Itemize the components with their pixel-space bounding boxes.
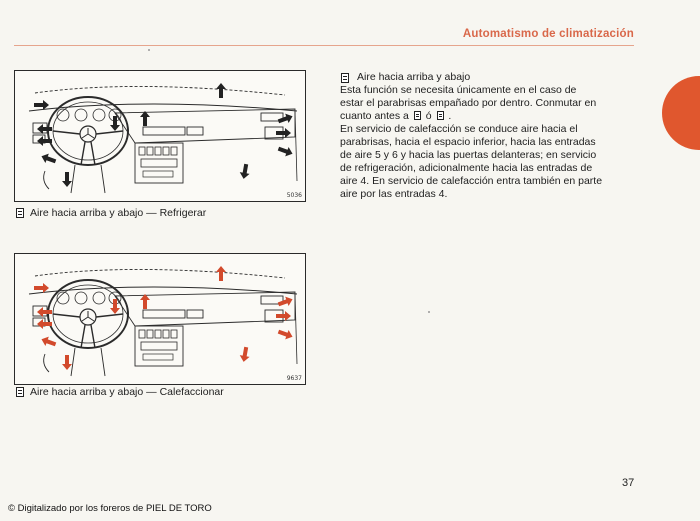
climate-button xyxy=(171,330,177,338)
key-outline xyxy=(44,354,49,372)
airflow-arrow-icon xyxy=(37,307,52,317)
dashboard-panel xyxy=(115,292,295,326)
steering-column xyxy=(71,348,105,376)
heading-text: Aire hacia arriba y abajo xyxy=(357,71,471,83)
description-heading xyxy=(340,71,630,84)
detail-line: En servicio de calefacción se conduce aire hacia el xyxy=(340,123,578,135)
center-vent-bar xyxy=(143,310,185,318)
airflow-arrow-icon xyxy=(37,124,52,134)
climate-button xyxy=(147,147,153,155)
detail-line: parabrisas, hacia el espacio inferior, hacia las entradas xyxy=(340,136,596,148)
detail-line: de refrigeración, adicionalmente hacia las entradas de xyxy=(340,162,593,174)
dashboard-panel xyxy=(115,109,295,143)
defrost-mode-icon xyxy=(341,73,349,83)
airflow-arrow-icon xyxy=(37,136,52,146)
dashboard-illustration-heating xyxy=(14,253,306,385)
door-edge xyxy=(295,111,297,181)
star-emblem xyxy=(82,311,94,321)
airflow-arrow-icon xyxy=(276,128,291,138)
radio-unit xyxy=(141,159,177,167)
dashboard-drawing-1 xyxy=(15,71,305,201)
airflow-arrow-icon xyxy=(40,335,58,350)
ashtray xyxy=(143,354,173,360)
airflow-arrow-icon xyxy=(277,144,295,159)
figure-number: 9637 xyxy=(286,375,302,382)
intro-line: Esta función se necesita únicamente en el caso de xyxy=(340,84,577,96)
dashboard-drawing-2 xyxy=(15,254,305,384)
scan-speck xyxy=(428,311,430,313)
airflow-arrow-icon xyxy=(40,152,58,167)
airflow-arrow-icon xyxy=(277,112,295,127)
switch-suffix: . xyxy=(448,110,452,122)
windshield-line xyxy=(35,86,285,95)
climate-button xyxy=(163,147,169,155)
switch-instruction xyxy=(340,110,630,123)
figure-caption-cooling xyxy=(16,207,206,219)
airflow-arrow-icon xyxy=(62,172,72,187)
page-number: 37 xyxy=(622,477,635,489)
scan-credit: © Digitalizado por los foreros de PIEL DE TORO xyxy=(8,503,212,514)
airflow-arrow-icon xyxy=(62,355,72,370)
airflow-arrow-icon xyxy=(216,83,226,98)
airflow-arrow-icon xyxy=(34,283,49,293)
center-vent-right xyxy=(187,310,203,318)
ashtray xyxy=(143,171,173,177)
switch-connector: ó xyxy=(425,110,432,122)
airflow-arrow-icon xyxy=(276,311,291,321)
detail-line: aire por las entradas 4. xyxy=(340,188,448,200)
airflow-arrow-icon xyxy=(239,346,251,363)
airflow-arrow-icon xyxy=(239,163,251,180)
airflow-arrow-icon xyxy=(277,295,295,310)
defrost-mode-icon xyxy=(16,387,24,397)
star-emblem xyxy=(82,128,94,138)
gauge xyxy=(75,109,87,121)
bilevel-mode-icon xyxy=(437,111,444,120)
caption-text: Aire hacia arriba y abajo — Refrigerar xyxy=(30,207,207,219)
climate-button xyxy=(171,147,177,155)
defrost-mode-icon xyxy=(16,208,24,218)
steering-column xyxy=(71,165,105,193)
airflow-arrow-icon xyxy=(140,111,150,126)
airflow-arrow-icon xyxy=(216,266,226,281)
radio-unit xyxy=(141,342,177,350)
auto-mode-icon xyxy=(414,111,421,120)
gauge xyxy=(93,292,105,304)
dashboard-illustration-cooling xyxy=(14,70,306,202)
airflow-arrow-icon xyxy=(277,327,295,342)
switch-prefix: cuanto antes a xyxy=(340,110,409,122)
climate-button xyxy=(139,147,145,155)
key-outline xyxy=(44,171,49,189)
gauge xyxy=(93,109,105,121)
scan-speck xyxy=(148,49,150,51)
airflow-arrow-icon xyxy=(37,319,52,329)
detail-line: aire 4. En servicio de calefacción entra también en parte xyxy=(340,175,603,187)
detail-line: de aire 5 y 6 y hacia las puertas delanteras; en servicio xyxy=(340,149,597,161)
figure-caption-heating xyxy=(16,386,224,398)
climate-button xyxy=(155,147,161,155)
door-edge xyxy=(295,294,297,364)
center-vent-bar xyxy=(143,127,185,135)
climate-button xyxy=(163,330,169,338)
description-text xyxy=(340,71,630,201)
chapter-thumb-tab xyxy=(662,76,700,150)
figure-number: 5036 xyxy=(286,192,302,199)
header-divider xyxy=(14,45,634,46)
climate-button xyxy=(155,330,161,338)
gauge xyxy=(75,292,87,304)
climate-button xyxy=(139,330,145,338)
windshield-line xyxy=(35,269,285,278)
airflow-arrow-icon xyxy=(140,294,150,309)
airflow-arrow-icon xyxy=(34,100,49,110)
intro-line: estar el parabrisas empañado por dentro. Conmutar en xyxy=(340,97,597,109)
section-title: Automatismo de climatización xyxy=(462,28,634,40)
center-vent-right xyxy=(187,127,203,135)
caption-text: Aire hacia arriba y abajo — Calefaccionar xyxy=(30,386,224,398)
climate-button xyxy=(147,330,153,338)
